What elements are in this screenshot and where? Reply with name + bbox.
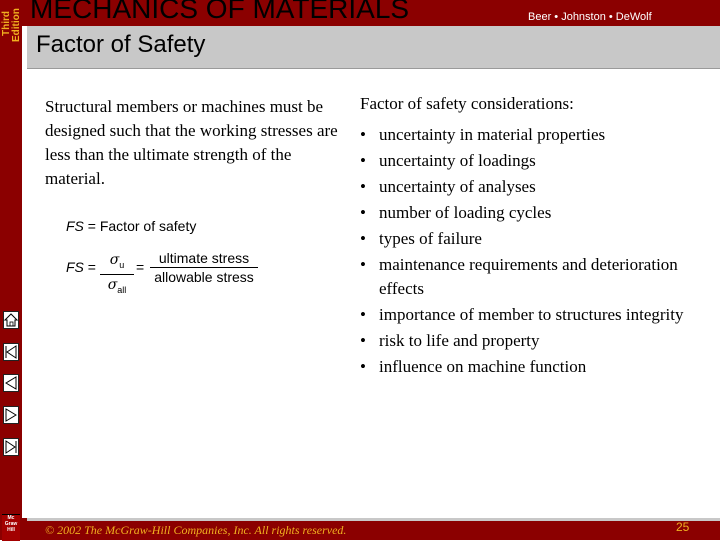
list-item: • uncertainty of analyses: [360, 177, 536, 196]
fs-definition: FS = Factor of safety: [66, 218, 197, 234]
first-slide-icon: [4, 344, 18, 360]
equals-sign: =: [136, 259, 145, 275]
list-item: • importance of member to structures integrity: [360, 305, 684, 324]
next-slide-button[interactable]: [3, 406, 19, 424]
footer-divider: [27, 518, 720, 521]
list-item: • influence on machine function: [360, 357, 587, 376]
copyright-notice: © 2002 The McGraw-Hill Companies, Inc. All rights reserved.: [45, 523, 347, 537]
mcgraw-hill-logo: Mc Graw Hill: [2, 514, 20, 541]
stress-name-fraction: [150, 249, 258, 287]
last-slide-icon: [4, 439, 18, 455]
list-item: • uncertainty in material properties: [360, 125, 606, 144]
previous-slide-icon: [4, 375, 18, 391]
list-item: • number of loading cycles: [360, 203, 552, 222]
fs-lhs: FS =: [66, 259, 96, 275]
next-slide-icon: [4, 407, 18, 423]
slide-title: Factor of Safety: [36, 31, 206, 58]
sigma-all: $\sigma_{all}$: [107, 276, 127, 295]
allowable-stress: allowable stress: [154, 269, 254, 285]
previous-slide-button[interactable]: [3, 374, 19, 392]
page-number: 25: [676, 520, 690, 534]
book-title: MECHANICS OF MATERIALS: [30, 0, 410, 24]
sigma-u: $\sigma_u$: [100, 250, 134, 275]
list-item: • risk to life and property: [360, 331, 540, 350]
left-sidebar: [0, 0, 22, 540]
list-item: • uncertainty of loadings: [360, 151, 536, 170]
intro-paragraph: Structural members or machines must be designed such that the working stresses are less than the ultimate strength of the material.: [45, 97, 338, 188]
list-item: • maintenance requirements and deterioration effects: [360, 255, 678, 298]
first-slide-button[interactable]: [3, 343, 19, 361]
edition-line-1: Third: [1, 11, 12, 36]
list-item: • types of failure: [360, 229, 482, 248]
considerations-heading: Factor of safety considerations:: [360, 94, 574, 113]
home-icon: [4, 312, 18, 328]
authors: Beer • Johnston • DeWolf: [528, 11, 652, 23]
ultimate-stress: ultimate stress: [150, 249, 258, 268]
stress-ratio-fraction: [100, 250, 134, 299]
edition-label: [0, 0, 22, 44]
considerations-list: [360, 122, 700, 380]
edition-line-2: Edition: [11, 8, 22, 42]
last-slide-button[interactable]: [3, 438, 19, 456]
home-button[interactable]: [3, 311, 19, 329]
